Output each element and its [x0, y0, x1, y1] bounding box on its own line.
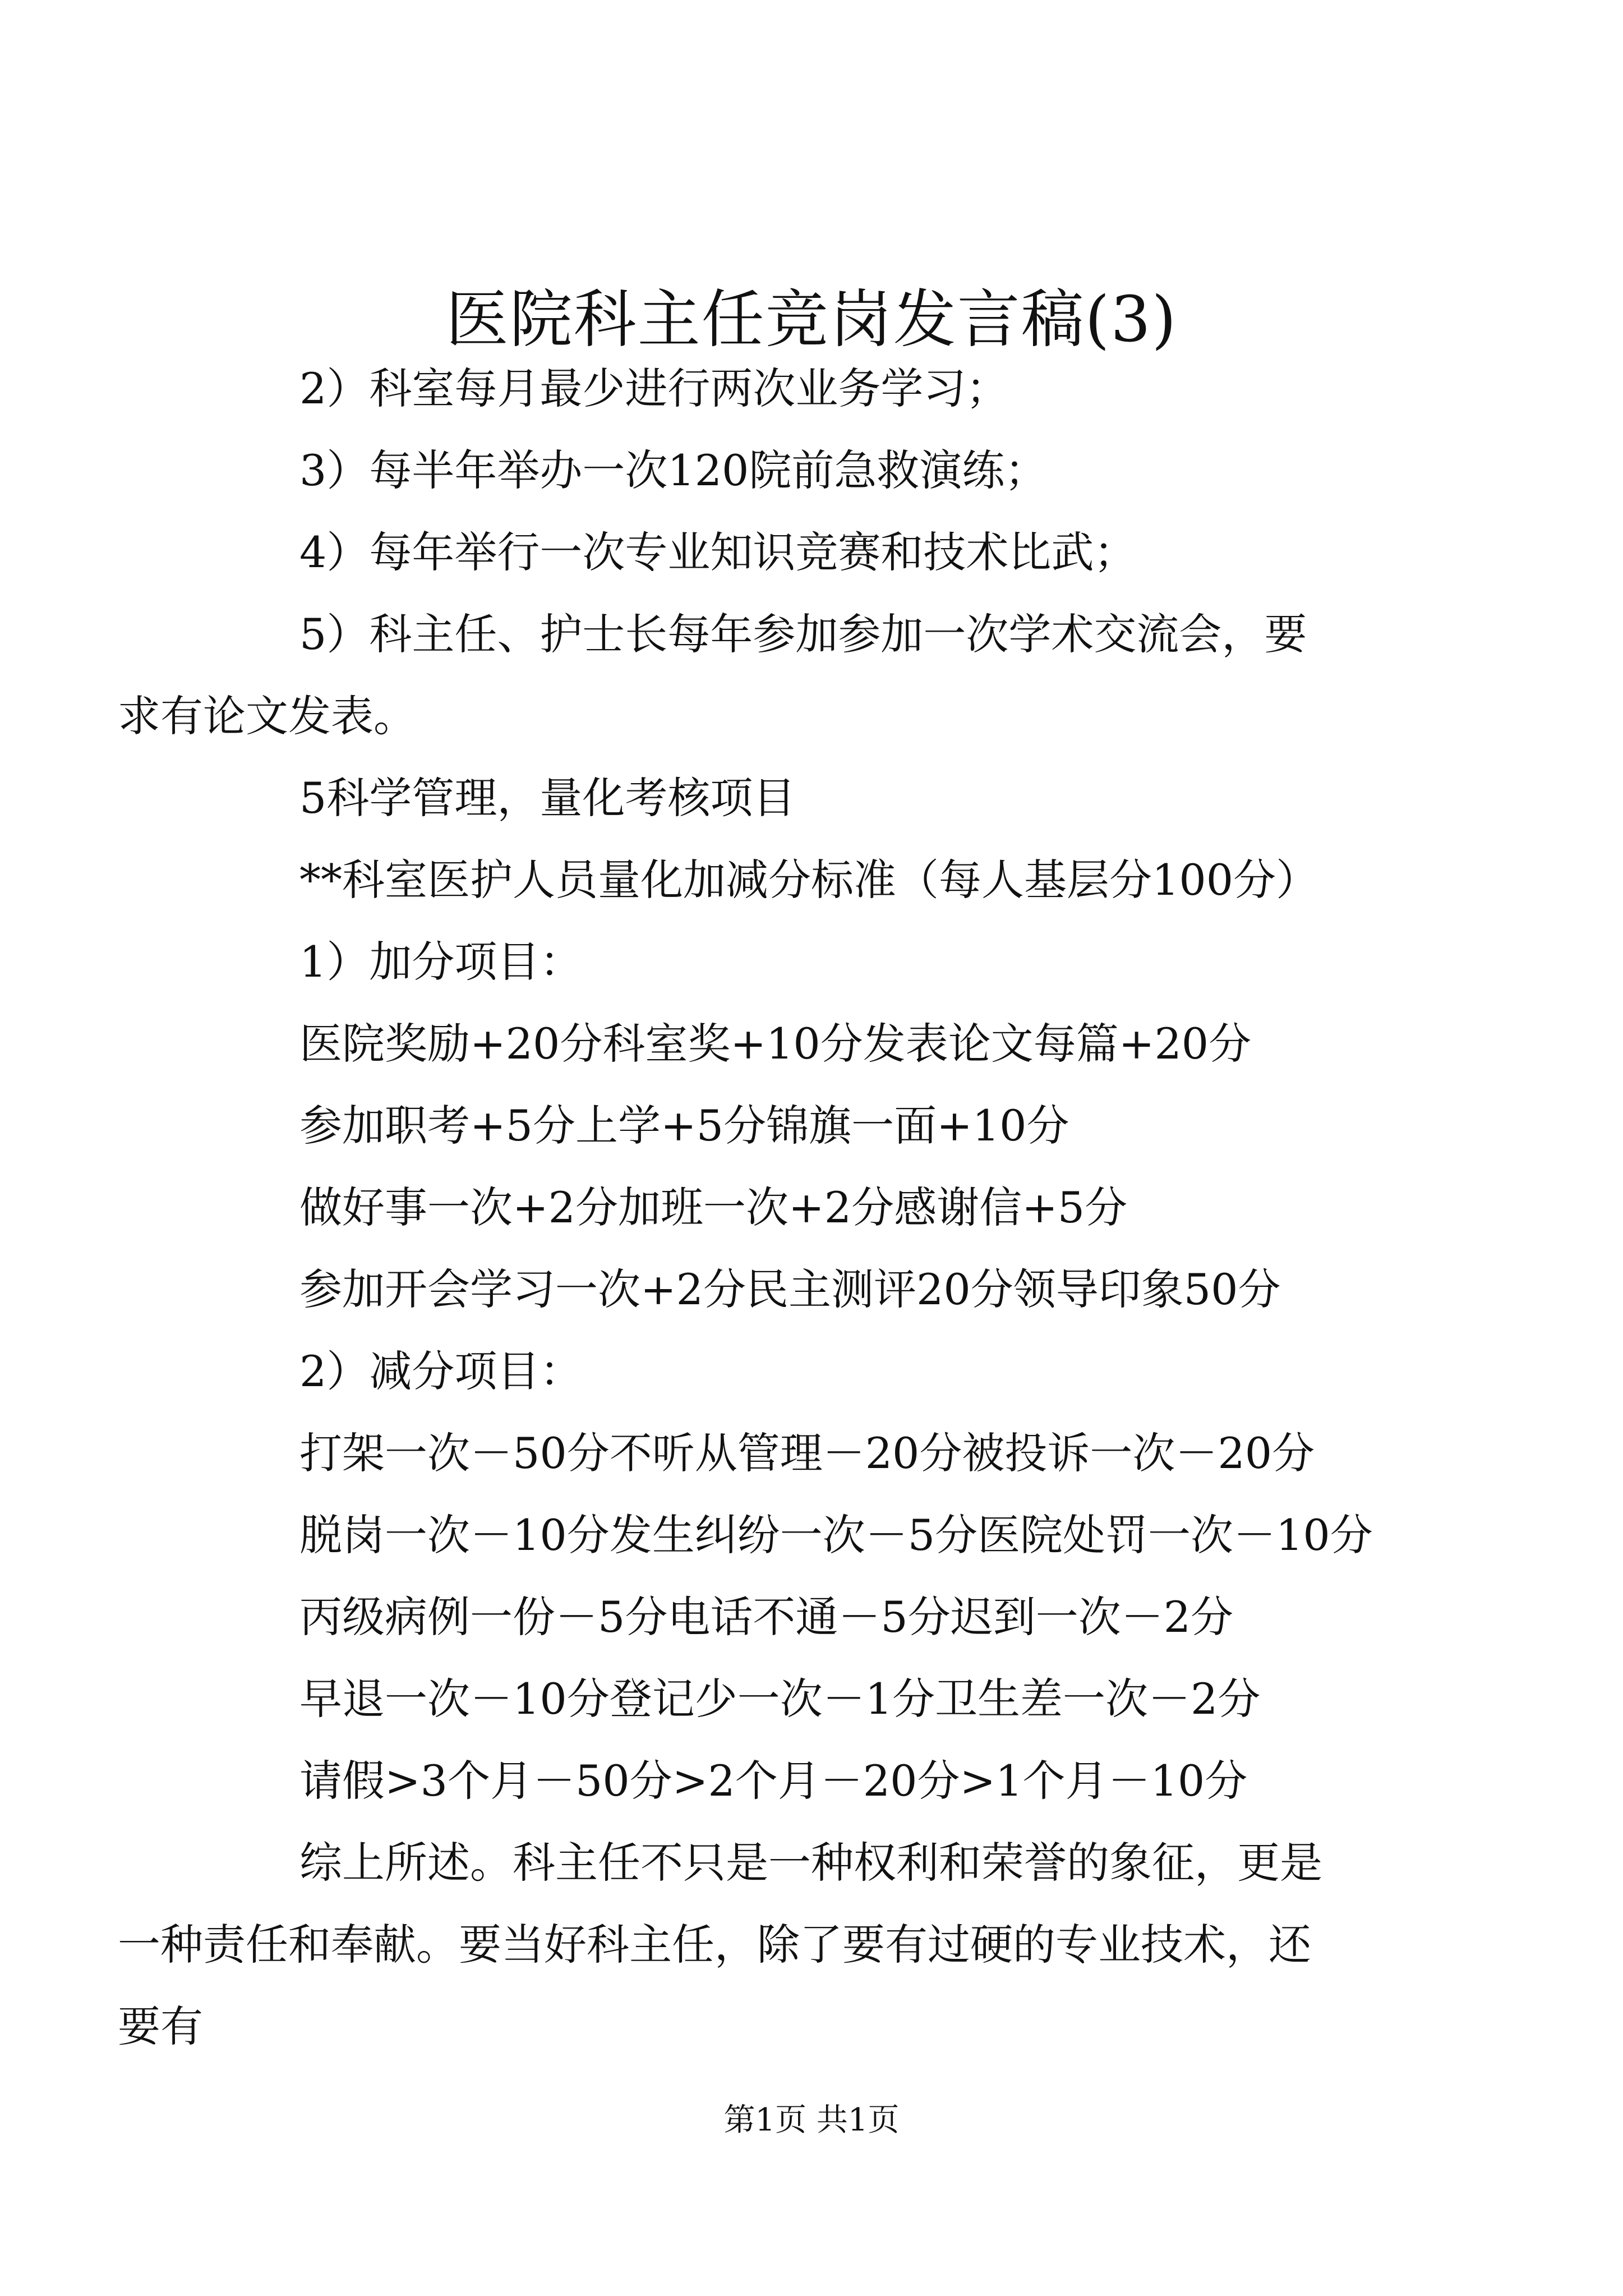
paragraph: 2）减分项目： [299, 1346, 583, 1396]
paragraph: 5）科主任、护士长每年参加参加一次学术交流会，要求有论文发表。 [118, 609, 1307, 741]
document-title: 医院科主任竞岗发言稿(3) [445, 283, 1178, 356]
paragraph: **科室医护人员量化加减分标准（每人基层分100分） [299, 855, 1319, 905]
paragraph: 请假>3个月－50分>2个月－20分>1个月－10分 [299, 1756, 1248, 1806]
paragraph: 早退一次－10分登记少一次－1分卫生差一次－2分 [299, 1674, 1261, 1724]
paragraph: 丙级病例一份－5分电话不通－5分迟到一次－2分 [299, 1592, 1234, 1642]
page-footer: 第1页 共1页 [723, 2102, 900, 2138]
paragraph: 3）每半年举办一次120院前急救演练； [299, 445, 1048, 495]
paragraph: 4）每年举行一次专业知识竞赛和技术比武； [299, 527, 1137, 577]
paragraph: 参加开会学习一次+2分民主测评20分领导印象50分 [299, 1264, 1281, 1314]
paragraph: 综上所述。科主任不只是一种权利和荣誉的象征，更是一种责任和奉献。要当好科主任，除了要有过硬的专业技术，还要有 [118, 1838, 1322, 2051]
paragraph: 参加职考+5分上学+5分锦旗一面+10分 [299, 1101, 1069, 1151]
paragraph: 医院奖励+20分科室奖+10分发表论文每篇+20分 [299, 1019, 1252, 1069]
paragraph: 打架一次－50分不听从管理－20分被投诉一次－20分 [299, 1428, 1315, 1478]
paragraph: 2）科室每月最少进行两次业务学习； [299, 364, 1009, 413]
paragraph: 5科学管理，量化考核项目 [299, 773, 796, 823]
paragraph: 做好事一次+2分加班一次+2分感谢信+5分 [299, 1182, 1128, 1232]
paragraph: 脱岗一次－10分发生纠纷一次－5分医院处罚一次－10分 [299, 1510, 1373, 1560]
paragraph: 1）加分项目： [299, 937, 583, 987]
document-body [118, 348, 1414, 2068]
